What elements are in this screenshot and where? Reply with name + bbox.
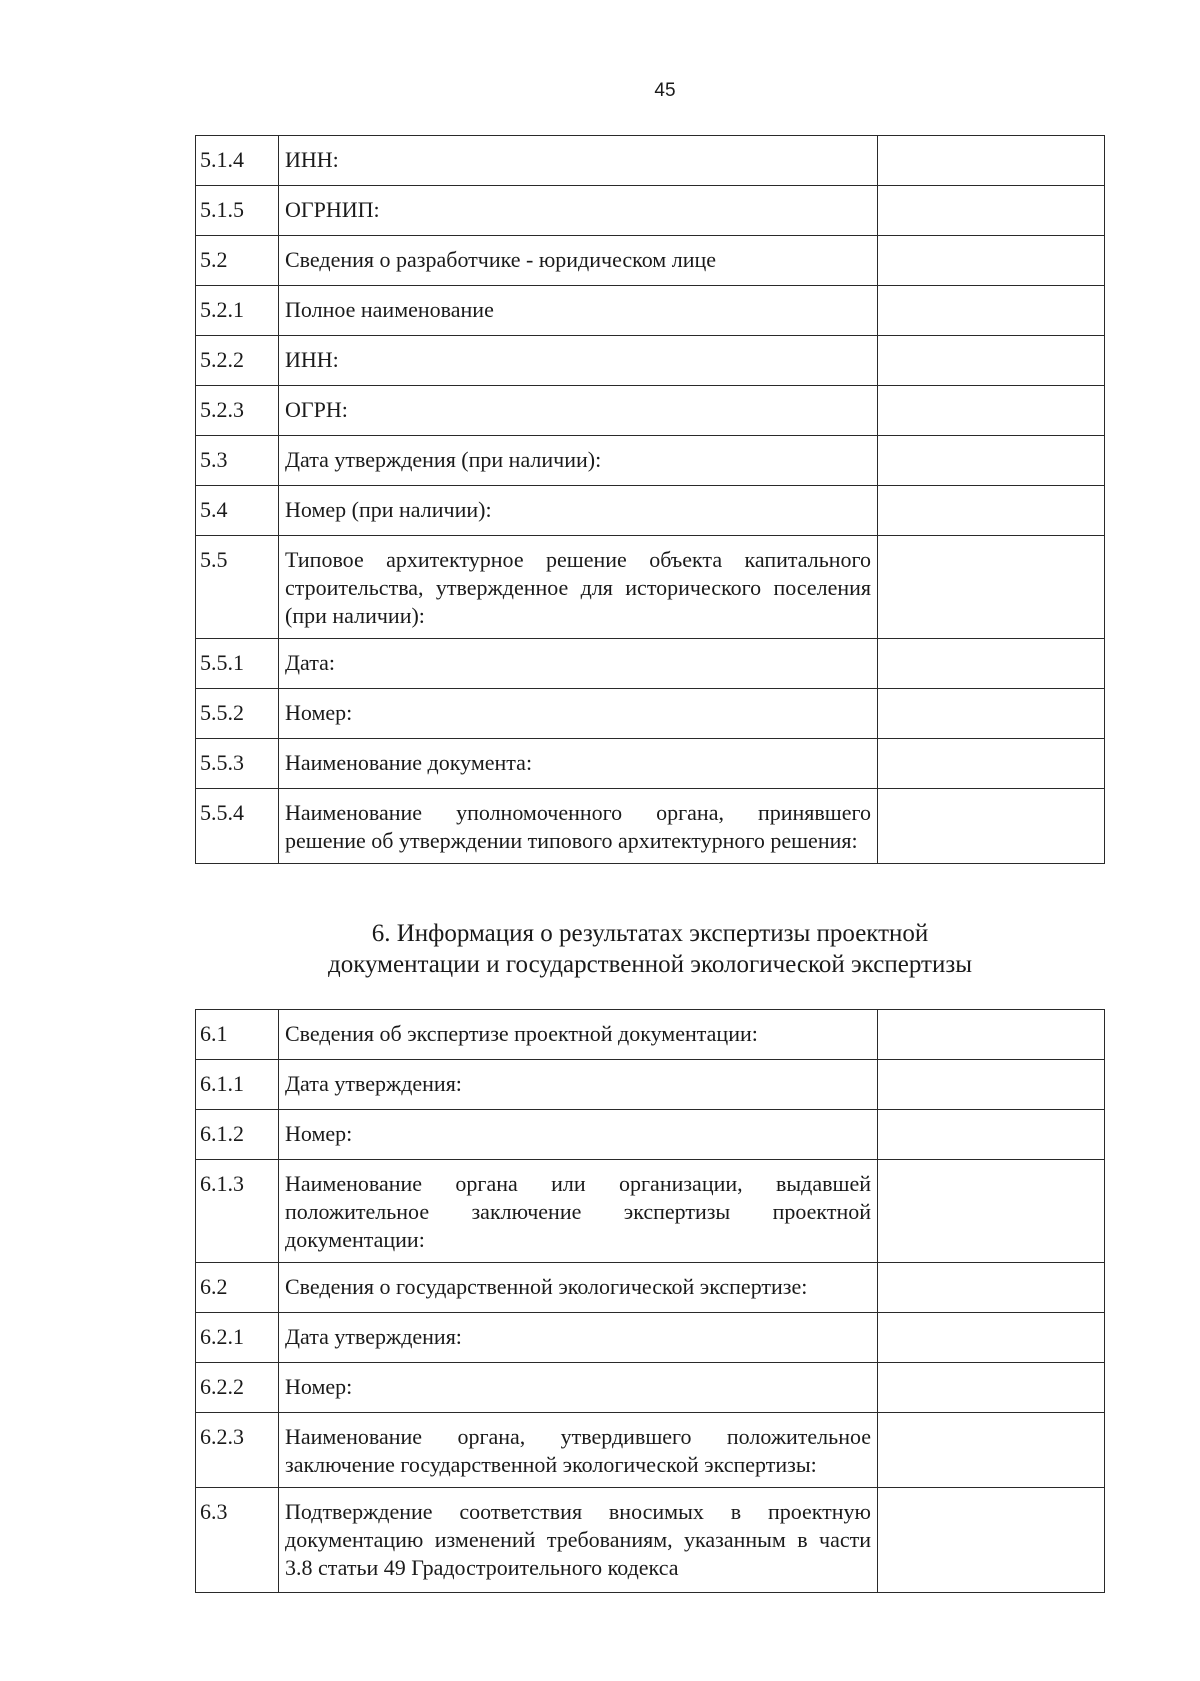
row-value-cell[interactable] — [878, 1110, 1105, 1160]
row-value-cell[interactable] — [878, 236, 1105, 286]
row-value-cell[interactable] — [878, 1160, 1105, 1263]
row-number: 6.1.2 — [196, 1110, 279, 1160]
row-label: ОГРНИП: — [279, 186, 878, 236]
row-label: ИНН: — [279, 136, 878, 186]
row-label: Типовое архитектурное решение объекта капитального строительства, утвержденное для исторического поселения (при наличии): — [279, 536, 878, 639]
row-number: 5.2.2 — [196, 336, 279, 386]
row-number: 6.2 — [196, 1263, 279, 1313]
row-label: Полное наименование — [279, 286, 878, 336]
section-6-heading-line-1: 6. Информация о результатах экспертизы проектной — [371, 920, 929, 947]
row-number: 6.2.1 — [196, 1313, 279, 1363]
row-label: Дата утверждения (при наличии): — [279, 436, 878, 486]
table-row — [196, 1413, 1105, 1488]
row-label: Дата утверждения: — [279, 1313, 878, 1363]
row-label: Номер: — [279, 689, 878, 739]
row-label: ИНН: — [279, 336, 878, 386]
row-number: 5.5.3 — [196, 739, 279, 789]
table-row — [196, 136, 1105, 186]
row-value-cell[interactable] — [878, 436, 1105, 486]
row-number: 6.3 — [196, 1488, 279, 1593]
row-label: Номер: — [279, 1110, 878, 1160]
table-row — [196, 1313, 1105, 1363]
row-label: Наименование уполномоченного органа, принявшего решение об утверждении типового архитектурного решения: — [279, 789, 878, 864]
row-label: Сведения о разработчике - юридическом лице — [279, 236, 878, 286]
row-value-cell[interactable] — [878, 136, 1105, 186]
table-row — [196, 639, 1105, 689]
row-number: 5.5 — [196, 536, 279, 639]
table-row — [196, 1110, 1105, 1160]
row-number: 5.1.4 — [196, 136, 279, 186]
row-label: Номер: — [279, 1363, 878, 1413]
form-table-section-6 — [195, 1009, 1105, 1593]
row-value-cell[interactable] — [878, 639, 1105, 689]
row-label: Наименование документа: — [279, 739, 878, 789]
row-value-cell[interactable] — [878, 1263, 1105, 1313]
table-row — [196, 1010, 1105, 1060]
table-row — [196, 336, 1105, 386]
table-row — [196, 1488, 1105, 1593]
page-number: 45 — [654, 80, 676, 101]
row-label: Наименование органа или организации, выдавшей положительное заключение экспертизы проектной документации: — [279, 1160, 878, 1263]
row-number: 5.3 — [196, 436, 279, 486]
row-number: 5.1.5 — [196, 186, 279, 236]
row-number: 6.2.3 — [196, 1413, 279, 1488]
row-value-cell[interactable] — [878, 789, 1105, 864]
row-value-cell[interactable] — [878, 386, 1105, 436]
table-row — [196, 789, 1105, 864]
section-6-heading-line-2: документации и государственной экологической экспертизы — [328, 951, 972, 978]
row-number: 5.2.1 — [196, 286, 279, 336]
table-row — [196, 1363, 1105, 1413]
row-label: ОГРН: — [279, 386, 878, 436]
row-value-cell[interactable] — [878, 336, 1105, 386]
row-value-cell[interactable] — [878, 536, 1105, 639]
row-value-cell[interactable] — [878, 1010, 1105, 1060]
row-number: 5.2.3 — [196, 386, 279, 436]
row-label: Подтверждение соответствия вносимых в проектную документацию изменений требованиям, указанным в части 3.8 статьи 49 Градостроительного кодекса — [279, 1488, 878, 1593]
row-value-cell[interactable] — [878, 186, 1105, 236]
row-value-cell[interactable] — [878, 486, 1105, 536]
table-row — [196, 186, 1105, 236]
row-number: 5.2 — [196, 236, 279, 286]
row-number: 5.4 — [196, 486, 279, 536]
form-table-section-5 — [195, 135, 1105, 864]
row-value-cell[interactable] — [878, 1363, 1105, 1413]
row-value-cell[interactable] — [878, 1488, 1105, 1593]
table-row — [196, 1160, 1105, 1263]
row-label: Дата утверждения: — [279, 1060, 878, 1110]
table-row — [196, 536, 1105, 639]
row-number: 6.1.3 — [196, 1160, 279, 1263]
table-row — [196, 739, 1105, 789]
row-value-cell[interactable] — [878, 1060, 1105, 1110]
table-row — [196, 236, 1105, 286]
row-number: 5.5.1 — [196, 639, 279, 689]
section-6-heading — [195, 918, 1105, 980]
row-label: Сведения об экспертизе проектной документации: — [279, 1010, 878, 1060]
table-row — [196, 689, 1105, 739]
table-row — [196, 436, 1105, 486]
row-value-cell[interactable] — [878, 1413, 1105, 1488]
row-number: 5.5.2 — [196, 689, 279, 739]
table-row — [196, 286, 1105, 336]
table-row — [196, 1060, 1105, 1110]
row-number: 6.1.1 — [196, 1060, 279, 1110]
row-number: 6.2.2 — [196, 1363, 279, 1413]
row-value-cell[interactable] — [878, 739, 1105, 789]
table-row — [196, 1263, 1105, 1313]
table-row — [196, 486, 1105, 536]
row-label: Номер (при наличии): — [279, 486, 878, 536]
row-label: Наименование органа, утвердившего положительное заключение государственной экологической экспертизы: — [279, 1413, 878, 1488]
row-value-cell[interactable] — [878, 1313, 1105, 1363]
row-number: 5.5.4 — [196, 789, 279, 864]
table-row — [196, 386, 1105, 436]
row-number: 6.1 — [196, 1010, 279, 1060]
row-value-cell[interactable] — [878, 286, 1105, 336]
row-label: Дата: — [279, 639, 878, 689]
row-label: Сведения о государственной экологической экспертизе: — [279, 1263, 878, 1313]
row-value-cell[interactable] — [878, 689, 1105, 739]
